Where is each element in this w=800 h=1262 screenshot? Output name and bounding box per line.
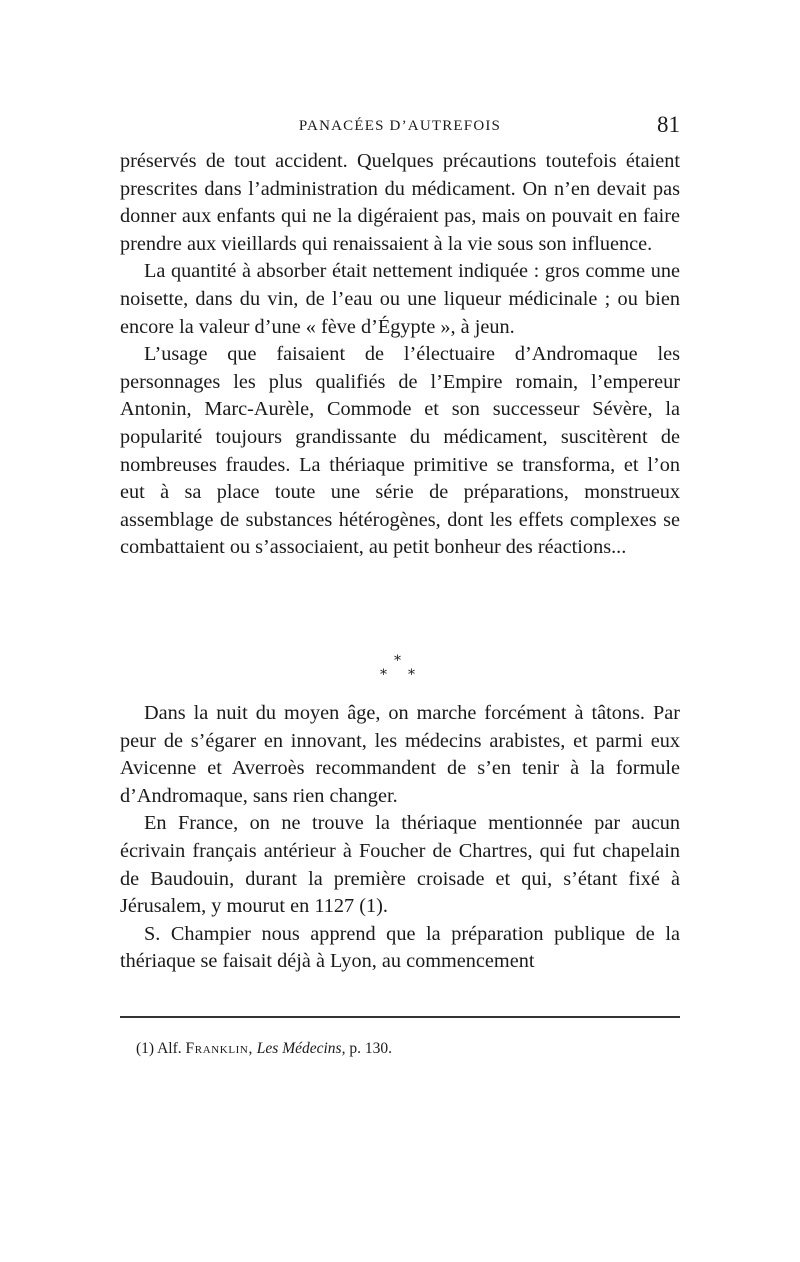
footnote-author: Franklin, — [185, 1040, 253, 1057]
body-text-bottom — [120, 700, 680, 976]
footnote-title: Les Médecins, — [256, 1040, 346, 1057]
body-text-top — [120, 148, 680, 562]
footnote-marker: (1) — [136, 1040, 155, 1057]
paragraph: L’usage que faisaient de l’électuaire d’Andromaque les personnages les plus qualifiés de l’Empire romain, l’empereur Antonin, Marc-Aurèle, Commode et son successeur Sévère, la popularité toujours grandissante du médicament, suscitèrent de nombreuses fraudes. La thériaque primitive se transforma, et l’on eut à sa place toute une série de préparations, monstrueux assemblage de substances hétérogènes, dont les effets complexes se combattaient ou s’associaient, au petit bonheur des réactions... — [120, 343, 680, 559]
running-title: PANACÉES D’AUTREFOIS — [298, 118, 502, 134]
paragraph: En France, on ne trouve la thériaque mentionnée par aucun écrivain français antérieur à Foucher de Chartres, qui fut chapelain de Baudouin, durant la première croisade et qui, s’étant fixé à Jérusalem, y mourut en 1127 (1). — [120, 812, 680, 918]
paragraph: Dans la nuit du moyen âge, on marche forcément à tâtons. Par peur de s’égarer en innovant, les médecins arabistes, et parmi eux Avicenne et Averroès recommandent de s’en tenir à la formule d’Andromaque, sans rien changer. — [120, 702, 680, 807]
paragraph: La quantité à absorber était nettement indiquée : gros comme une noisette, dans du vin, de l’eau ou une liqueur médicinale ; ou bien encore la valeur d’une « fève d’Égypte », à jeun. — [120, 260, 680, 338]
asterism-star: * — [394, 653, 401, 669]
page-number: 81 — [657, 112, 680, 137]
paragraph: S. Champier nous apprend que la préparation publique de la thériaque se faisait déjà à Lyon, au commencement — [120, 922, 680, 973]
footnote-rule — [120, 1016, 680, 1018]
running-head — [120, 112, 680, 142]
footnote — [136, 1040, 676, 1058]
paragraph: préservés de tout accident. Quelques précautions toutefois étaient prescrites dans l’administration du médicament. On n’en devait pas donner aux enfants qui ne la digéraient pas, mais on pouvait en faire prendre aux vieillards qui renaissaient à la vie sous son influence. — [120, 150, 680, 255]
asterism-star: * — [408, 667, 415, 683]
footnote-author-prefix: Alf. — [157, 1040, 182, 1057]
section-break-asterism — [360, 648, 440, 688]
footnote-page-ref: p. 130. — [349, 1040, 392, 1057]
asterism-star: * — [380, 667, 387, 683]
